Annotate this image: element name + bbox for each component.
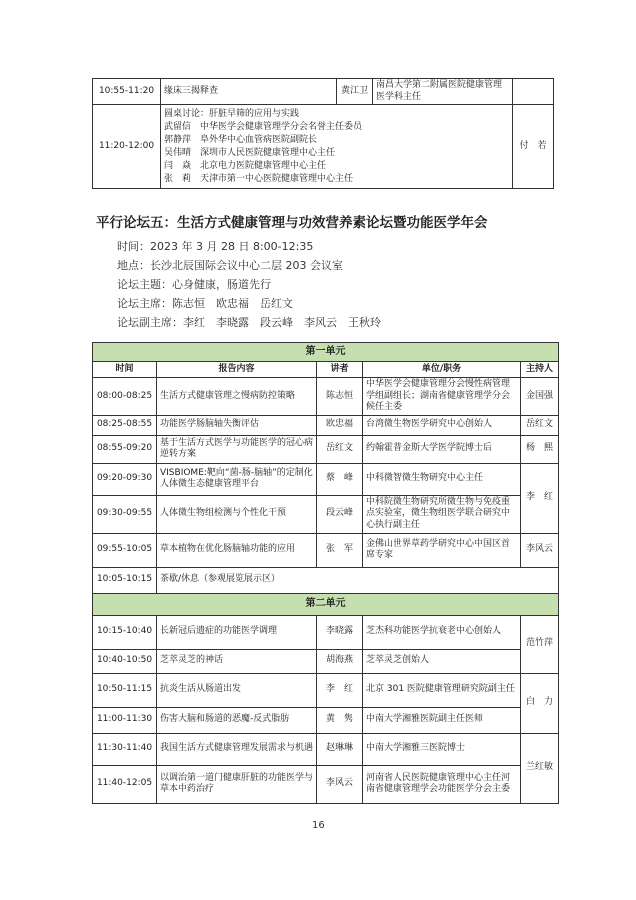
unit-cell: 约翰霍普金斯大学医学院博士后	[363, 435, 521, 463]
unit-cell: 芝萃灵芝创始人	[363, 649, 521, 673]
speaker-cell: 岳红文	[317, 435, 363, 463]
table-row	[93, 105, 554, 189]
table-row	[93, 495, 559, 533]
program-table	[92, 342, 559, 804]
table-row	[93, 415, 559, 435]
time-cell: 11:00-11:30	[93, 707, 157, 733]
table-row	[93, 649, 559, 673]
table-row	[93, 673, 559, 707]
speaker-cell: 赵琳琳	[317, 733, 363, 765]
unit-cell: 中南大学湘雅医院副主任医师	[363, 707, 521, 733]
header-speaker: 讲者	[317, 362, 363, 378]
header-unit: 单位/职务	[363, 362, 521, 378]
topic-cell: 功能医学肠脑轴失衡评估	[157, 415, 317, 435]
time-cell: 11:20-12:00	[93, 105, 161, 189]
topic-cell: 以调治第一道门健康肝脏的功能医学与草本中药治疗	[157, 765, 317, 803]
host-cell	[513, 79, 554, 105]
host-cell: 李 红	[521, 463, 559, 533]
page-number: 16	[312, 820, 325, 831]
speaker-cell: 李晓露	[317, 615, 363, 649]
unit-cell: 中南大学湘雅三医院博士	[363, 733, 521, 765]
roundtable-title: 圆桌讨论：肝脏早筛的应用与实践	[164, 108, 300, 119]
unit-cell: 芝杰科功能医学抗衰老中心创始人	[363, 615, 521, 649]
table-row	[93, 707, 559, 733]
panelist: 张 莉 天津市第一中心医院健康管理中心主任	[164, 173, 354, 184]
time-cell: 08:25-08:55	[93, 415, 157, 435]
header-host: 主持人	[521, 362, 559, 378]
unit-cell: 中科微智微生物研究中心主任	[363, 463, 521, 495]
table-row	[93, 615, 559, 649]
topic-cell: 草本植物在优化肠脑轴功能的应用	[157, 533, 317, 567]
time-cell: 11:40-12:05	[93, 765, 157, 803]
speaker-cell: 李风云	[317, 765, 363, 803]
previous-session-table	[92, 78, 554, 189]
time-cell: 10:05-10:15	[93, 567, 157, 593]
host-cell: 金国强	[521, 378, 559, 416]
speaker-cell: 张 军	[317, 533, 363, 567]
panelist: 郭静萍 阜外华中心血管病医院副院长	[164, 134, 318, 145]
host-cell: 岳红文	[521, 415, 559, 435]
break-cell: 茶歇/休息（参观展览展示区）	[157, 567, 559, 593]
unit-cell: 南昌大学第二附属医院健康管理医学科主任	[373, 79, 513, 105]
speaker-cell: 蔡 峰	[317, 463, 363, 495]
forum-place: 地点：长沙北辰国际会议中心二层 203 会议室	[117, 259, 343, 272]
host-cell: 范竹萍	[521, 615, 559, 673]
table-row	[93, 765, 559, 803]
unit-cell: 河南省人民医院健康管理中心主任河南省健康管理学会功能医学分会主委	[363, 765, 521, 803]
forum-time: 时间：2023 年 3 月 28 日 8:00-12:35	[117, 240, 314, 253]
unit2-title: 第二单元	[93, 593, 559, 615]
speaker-cell: 胡海燕	[317, 649, 363, 673]
host-cell: 白 力	[521, 673, 559, 733]
table-row	[93, 463, 559, 495]
forum-title: 平行论坛五：生活方式健康管理与功效营养素论坛暨功能医学年会	[96, 215, 488, 231]
unit-cell: 台湾微生物医学研究中心创始人	[363, 415, 521, 435]
topic-cell: 缘床三揭释查	[161, 79, 337, 105]
table-row	[93, 378, 559, 416]
unit-header-row	[93, 593, 559, 615]
unit-cell: 北京 301 医院健康管理研究院副主任	[363, 673, 521, 707]
time-cell: 08:55-09:20	[93, 435, 157, 463]
header-time: 时间	[93, 362, 157, 378]
time-cell: 09:55-10:05	[93, 533, 157, 567]
panelist: 武留信 中华医学会健康管理学分会名誉主任委员	[164, 121, 363, 132]
topic-cell: 伤害大脑和肠道的恶魔-反式脂肪	[157, 707, 317, 733]
panelist: 吴伟晴 深圳市人民医院健康管理中心主任	[164, 147, 336, 158]
roundtable-cell	[161, 105, 513, 189]
unit1-title: 第一单元	[93, 343, 559, 362]
unit-cell: 金佛山世界草药学研究中心中国区首席专家	[363, 533, 521, 567]
host-cell: 付 若	[513, 105, 554, 189]
time-cell: 11:30-11:40	[93, 733, 157, 765]
table-row	[93, 733, 559, 765]
table-row	[93, 435, 559, 463]
time-cell: 08:00-08:25	[93, 378, 157, 416]
speaker-cell: 陈志恒	[317, 378, 363, 416]
host-cell: 李风云	[521, 533, 559, 567]
speaker-cell: 黄 隽	[317, 707, 363, 733]
unit-header-row	[93, 343, 559, 362]
table-row	[93, 79, 554, 105]
table-row	[93, 533, 559, 567]
host-cell: 兰红敏	[521, 733, 559, 803]
topic-cell: 我国生活方式健康管理发展需求与机遇	[157, 733, 317, 765]
column-header-row	[93, 362, 559, 378]
time-cell: 09:30-09:55	[93, 495, 157, 533]
host-cell: 杨 熙	[521, 435, 559, 463]
time-cell: 10:15-10:40	[93, 615, 157, 649]
topic-cell: 芝萃灵芝的神话	[157, 649, 317, 673]
forum-vice-chairs: 论坛副主席：李红 李晓露 段云峰 李风云 王秋玲	[117, 316, 381, 329]
time-cell: 09:20-09:30	[93, 463, 157, 495]
topic-cell: 人体微生物组检测与个性化干预	[157, 495, 317, 533]
forum-chairs: 论坛主席：陈志恒 欧忠福 岳红文	[117, 297, 293, 310]
speaker-cell: 黄江卫	[337, 79, 373, 105]
speaker-cell: 欧忠福	[317, 415, 363, 435]
time-cell: 10:50-11:15	[93, 673, 157, 707]
forum-theme: 论坛主题：心身健康，肠道先行	[117, 278, 271, 291]
topic-cell: VISBIOME:靶向“菌-肠-脑轴”的定制化人体微生态健康管理平台	[157, 463, 317, 495]
unit-cell: 中华医学会健康管理分会慢性病管理学组副组长；湖南省健康管理学分会候任主委	[363, 378, 521, 416]
header-topic: 报告内容	[157, 362, 317, 378]
time-cell: 10:55-11:20	[93, 79, 161, 105]
speaker-cell: 段云峰	[317, 495, 363, 533]
unit-cell: 中科院微生物研究所微生物与免疫重点实验室，微生物组医学联合研究中心执行副主任	[363, 495, 521, 533]
speaker-cell: 李 红	[317, 673, 363, 707]
topic-cell: 抗炎生活从肠道出发	[157, 673, 317, 707]
break-row	[93, 567, 559, 593]
topic-cell: 基于生活方式医学与功能医学的冠心病逆转方案	[157, 435, 317, 463]
time-cell: 10:40-10:50	[93, 649, 157, 673]
panelist: 闫 焱 北京电力医院健康管理中心主任	[164, 160, 327, 171]
topic-cell: 长新冠后遗症的功能医学调理	[157, 615, 317, 649]
topic-cell: 生活方式健康管理之慢病防控策略	[157, 378, 317, 416]
